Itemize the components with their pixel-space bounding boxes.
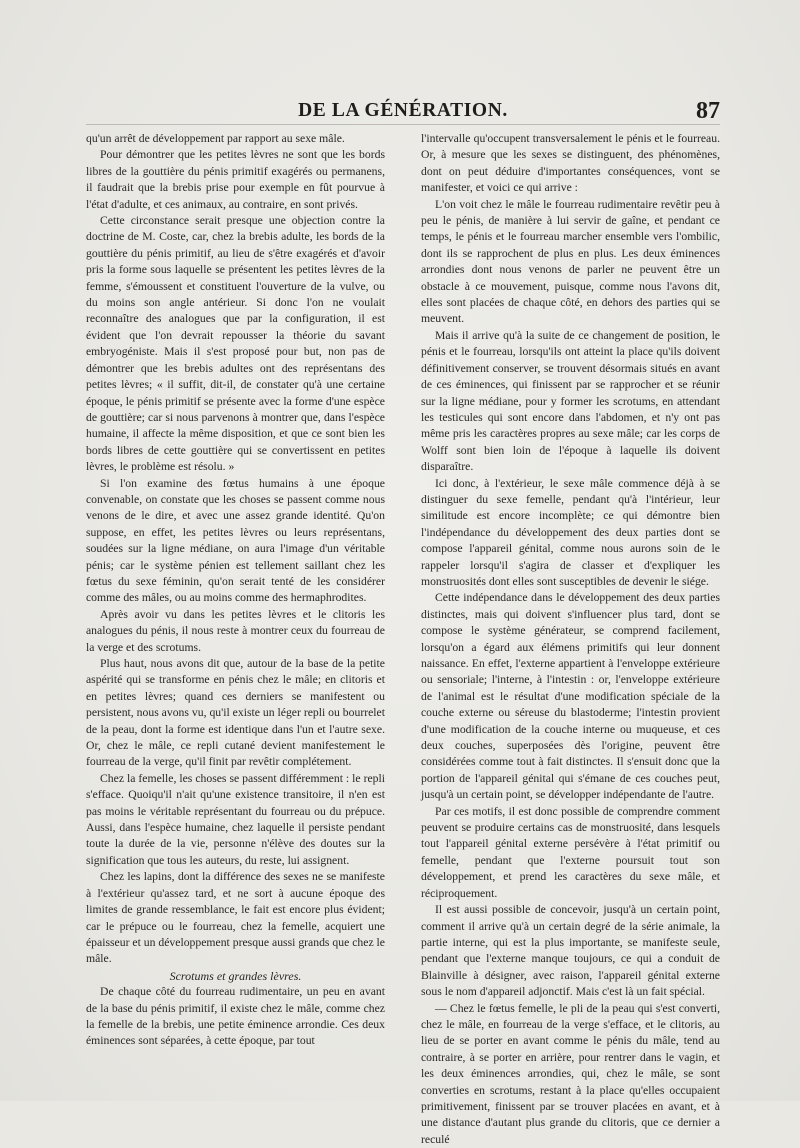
paragraph: Mais il arrive qu'à la suite de ce changement de position, le pénis et le fourreau, lorsqu'ils ont atteint la place qu'ils doivent définitivement conserver, se trouvent désormais situés en avant de ces éminences, qui finissent par se rapprocher et se réunir sur la ligne médiane, pour y former les scrotums, en attendant les testicules qui sont encore dans l'abdomen, et n'y ont pas même pris les caractères propres au sexe mâle; car les corps de Wolff sont bien loin de l'époque à laquelle ils doivent disparaître. <box>421 328 720 474</box>
running-head: DE LA GÉNÉRATION. <box>298 100 508 121</box>
right-column <box>421 131 720 1148</box>
paragraph: De chaque côté du fourreau rudimentaire, un peu en avant de la base du pénis primitif, il existe chez le mâle, comme chez la femelle de la brebis, une petite éminence arrondie. Ces deux éminences sont séparées, à cette époque, par tout <box>86 985 385 1048</box>
left-column <box>86 131 385 1050</box>
paragraph: Pour démontrer que les petites lèvres ne sont que les bords libres de la gouttière du pénis primitif exagérés ou permanens, il faudrait que la brebis prise pour exemple en fût pourvue à l'état d'adulte, et ces animaux, au contraire, en sont privés. <box>86 148 385 211</box>
paragraph: Plus haut, nous avons dit que, autour de la base de la petite aspérité qui se transforme en pénis chez le mâle; en clitoris et en petites lèvres; quand ces derniers se manifestent ou persistent, nous avons vu, qu'il existe un léger repli ou bourrelet de la peau, dont la forme est identique dans l'un et l'autre sexe. Or, chez le mâle, ce repli cutané devient manifestement le fourreau de la verge, qu'il finit par revêtir complétement. <box>86 657 385 769</box>
paragraph: — Chez le fœtus femelle, le pli de la peau qui s'est converti, chez le mâle, en fourreau de la verge s'efface, et le clitoris, au lieu de se porter en avant comme le pénis du mâle, tend au contraire, à se porter en arrière, pour rentrer dans le vagin, et les deux éminences arrondies, qui, chez le mâle, se sont converties en scrotums, restant à la place qu'elles occupaient primitivement, finissent par se trouver placées en avant, et à une distance d'autant plus grande du clitoris, que ce dernier a reculé <box>421 1001 720 1146</box>
paragraph: Si l'on examine des fœtus humains à une époque convenable, on constate que les choses se passent comme nous venons de le dire, et avec une assez grande identité. Qu'on suppose, en effet, les petites lèvres ou leurs représentans, soudées sur la ligne médiane, on aura l'image d'un véritable pénis; car le système pénien est tellement saillant chez les fœtus du sexe féminin, qu'on serait tenté de les considérer comme des mâles, ou au moins comme des hermaphrodites. <box>86 476 385 605</box>
paragraph: Chez les lapins, dont la différence des sexes ne se manifeste à l'extérieur qu'assez tard, et ne sort à aucune époque des limites de grande ressemblance, le fait est encore plus évident; car le prépuce ou le fourreau, chez la femelle, acquiert une épaisseur et un développement presque aussi grands que chez le mâle. <box>86 870 385 966</box>
page-number: 87 <box>696 98 720 124</box>
paragraph: l'intervalle qu'occupent transversalement le pénis et le fourreau. Or, à mesure que les sexes se distinguent, des phénomènes, dont on peut déduire d'importantes conséquences, vont se manifester, et voici ce qui arrive : <box>421 132 720 195</box>
paragraph: Il est aussi possible de concevoir, jusqu'à un certain point, comment il arrive qu'à un certain degré de la série animale, la partie interne, qui est la plus importante, se manifeste seule, pendant que l'externe manque toujours, ce qui a conduit de Blainville à désigner, avec raison, l'appareil génital externe sous le nom d'appareil adjonctif. Mais c'est là un fait spécial. <box>421 903 720 999</box>
section-subheading: Scrotums et grandes lèvres. <box>169 968 302 983</box>
paragraph: Cette indépendance dans le développement des deux parties distinctes, mais qui doivent s'influencer plus tard, dont se compose le système générateur, se comprend facilement, lorsqu'on a égard aux élémens primitifs qui leur donnent naissance. En effet, l'externe appartient à l'enveloppe extérieure ou sensoriale; l'interne, à l'intestin : or, l'enveloppe extérieure de l'animal est le résultat d'une modification spéciale de la couche externe ou séreuse du blastoderme; l'intestin provient d'une modification de la couche interne ou muqueuse, et ces deux couches, superposées dès l'origine, peuvent être considérées comme tout à fait distinctes. Il s'ensuit donc que la portion de l'appareil génital qui s'émane de ces couches peut, jusqu'à un certain point, se développer indépendante de l'autre. <box>421 591 720 802</box>
paragraph: Chez la femelle, les choses se passent différemment : le repli s'efface. Quoiqu'il n'ait qu'une existence transitoire, il n'en est pas moins le véritable représentant du fourreau ou du prépuce. Aussi, dans l'espèce humaine, chez laquelle il persiste pendant toute la durée de la vie, personne n'élève des doutes sur la signification que tous les auteurs, du reste, lui assignent. <box>86 771 385 867</box>
paragraph: Ici donc, à l'extérieur, le sexe mâle commence déjà à se distinguer du sexe femelle, pendant qu'à l'intérieur, leur similitude est encore incomplète; ce qui démontre bien l'indépendance du développement des deux parties dont se compose l'appareil génital, comme nous aurons soin de le rappeler lorsqu'il s'agira de classer et d'expliquer les monstruosités dont elles sont susceptibles de devenir le siége. <box>421 476 720 588</box>
paragraph: Après avoir vu dans les petites lèvres et le clitoris les analogues du pénis, il nous reste à montrer ceux du fourreau de la verge et des scrotums. <box>86 607 385 654</box>
header-rule <box>86 124 720 125</box>
paragraph: qu'un arrêt de développement par rapport au sexe mâle. <box>86 132 345 145</box>
paragraph: L'on voit chez le mâle le fourreau rudimentaire revêtir peu à peu le pénis, de manière à lui servir de gaîne, et pendant ce temps, le pénis et le fourreau marcher ensemble vers l'ombilic, dont ils se rapprochent de plus en plus. Les deux éminences arrondies dont nous venons de parler ne peuvent être un obstacle à ce mouvement, puisque, comme nous l'avons dit, elles sont placées de chaque côté, en dehors des parties qui se meuvent. <box>421 197 720 326</box>
paragraph: Par ces motifs, il est donc possible de comprendre comment peuvent se produire certains cas de monstruosité, dans lesquels tout l'appareil génital externe persévère à l'état primitif ou femelle, pendant que l'externe poursuit tout son développement, et prend les caractères du sexe mâle, et réciproquement. <box>421 804 720 900</box>
paragraph: Cette circonstance serait presque une objection contre la doctrine de M. Coste, car, chez la brebis adulte, les bords de la gouttière du pénis primitif, au lieu de s'être exagérés et d'avoir pris la forme sous laquelle se présentent les petites lèvres de la femme, s'émoussent et constituent l'ouverture de la vulve, ou du moins son angle antérieur. Si donc l'on ne voulait reconnaître des analogues que par la configuration, il est évident que l'on devrait repousser la théorie du savant embryogéniste. Mais il s'est proposé pour but, non pas de démontrer que les brebis adultes ont des représentans des petites lèvres; « il suffit, dit-il, de constater qu'à une certaine époque, le pénis primitif se présente avec la forme d'une espèce de gouttière; car si nous parvenons à montrer que, dans l'espèce humaine, il affecte la même disposition, et que ce sont bien les bords libres de cette gouttière qui se convertissent en petites lèvres, le problème est résolu. » <box>86 214 385 474</box>
